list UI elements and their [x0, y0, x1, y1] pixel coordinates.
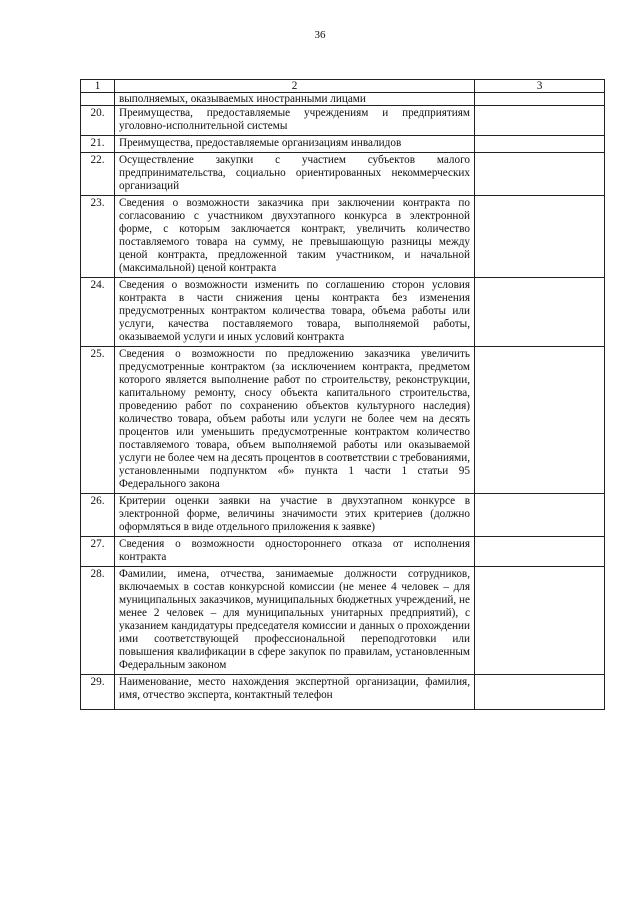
row-text: Критерии оценки заявки на участие в двухэтапном конкурсе в электронной форме, величины значимости этих критериев (должно оформляться в виде отдельного приложения к заявке)	[115, 494, 475, 537]
row-number: 21.	[81, 136, 115, 153]
row-number: 20.	[81, 106, 115, 136]
row-text: выполняемых, оказываемых иностранными лицами	[115, 93, 475, 106]
row-text: Сведения о возможности изменить по соглашению сторон условия контракта в части снижения цены контракта без изменения предусмотренных контрактом количества товара, объема работы или услуги, качества поставляемого товара, выполняемой работы, оказываемой услуги и иных условий контракта	[115, 278, 475, 347]
table-row-24	[81, 278, 605, 347]
row-value-cell	[475, 347, 605, 494]
row-number: 27.	[81, 537, 115, 567]
row-number: 25.	[81, 347, 115, 494]
table-row-20	[81, 106, 605, 136]
table-row-22	[81, 153, 605, 196]
row-value-cell	[475, 153, 605, 196]
row-text: Фамилии, имена, отчества, занимаемые должности сотрудников, включаемых в состав конкурсной комиссии (не менее 4 человек – для муниципальных заказчиков, муниципальных бюджетных учреждений, не менее 2 человек – для муниципальных унитарных предприятий), с указанием кандидатуры председателя комиссии и данных о прохождении ими соответствующей профессиональной переподготовки или повышения квалификации в сфере закупок по правилам, установленным Федеральным законом	[115, 567, 475, 675]
table-row-21	[81, 136, 605, 153]
row-number: 26.	[81, 494, 115, 537]
header-cell-2: 2	[115, 80, 475, 93]
row-number: 22.	[81, 153, 115, 196]
row-text: Преимущества, предоставляемые организациям инвалидов	[115, 136, 475, 153]
row-value-cell	[475, 494, 605, 537]
row-value-cell	[475, 278, 605, 347]
row-number	[81, 93, 115, 106]
page-number: 36	[314, 29, 326, 41]
row-number: 28.	[81, 567, 115, 675]
table-row-29	[81, 675, 605, 710]
table-row-28	[81, 567, 605, 675]
row-text: Осуществление закупки с участием субъектов малого предпринимательства, социально ориентированных некоммерческих организаций	[115, 153, 475, 196]
row-value-cell	[475, 93, 605, 106]
table-row-26	[81, 494, 605, 537]
row-text: Преимущества, предоставляемые учреждениям и предприятиям уголовно-исполнительной системы	[115, 106, 475, 136]
row-text: Сведения о возможности заказчика при заключении контракта по согласованию с участником двухэтапного конкурса в электронной форме, с которым заключается контракт, увеличить количество поставляемого товара на сумму, не превышающую разницы между ценой контракта, предложенной таким участником, и начальной (максимальной) ценой контракта	[115, 196, 475, 278]
row-value-cell	[475, 136, 605, 153]
row-text: Сведения о возможности по предложению заказчика увеличить предусмотренные контрактом (за исключением контракта, предметом которого является выполнение работ по строительству, реконструкции, капитальному ремонту, сносу объекта капитального строительства, проведению работ по сохранению объектов культурного наследия) количество товара, объем работы или услуги не более чем на десять процентов или уменьшить предусмотренные контрактом количество поставляемого товара, объем выполняемой работы или оказываемой услуги не более чем на десять процентов в соответствии с требованиями, установленными подпунктом «б» пункта 1 части 1 статьи 95 Федерального закона	[115, 347, 475, 494]
row-value-cell	[475, 106, 605, 136]
row-value-cell	[475, 537, 605, 567]
row-text: Наименование, место нахождения экспертной организации, фамилия, имя, отчество эксперта, контактный телефон	[115, 675, 475, 710]
table-row-continued	[81, 93, 605, 106]
row-value-cell	[475, 196, 605, 278]
table-row-27	[81, 537, 605, 567]
row-text: Сведения о возможности одностороннего отказа от исполнения контракта	[115, 537, 475, 567]
header-cell-3: 3	[475, 80, 605, 93]
table-header-row	[81, 80, 605, 93]
row-value-cell	[475, 567, 605, 675]
row-number: 23.	[81, 196, 115, 278]
header-cell-1: 1	[81, 80, 115, 93]
row-number: 24.	[81, 278, 115, 347]
requirements-table	[80, 79, 605, 710]
table-row-23	[81, 196, 605, 278]
row-number: 29.	[81, 675, 115, 710]
table-row-25	[81, 347, 605, 494]
row-value-cell	[475, 675, 605, 710]
